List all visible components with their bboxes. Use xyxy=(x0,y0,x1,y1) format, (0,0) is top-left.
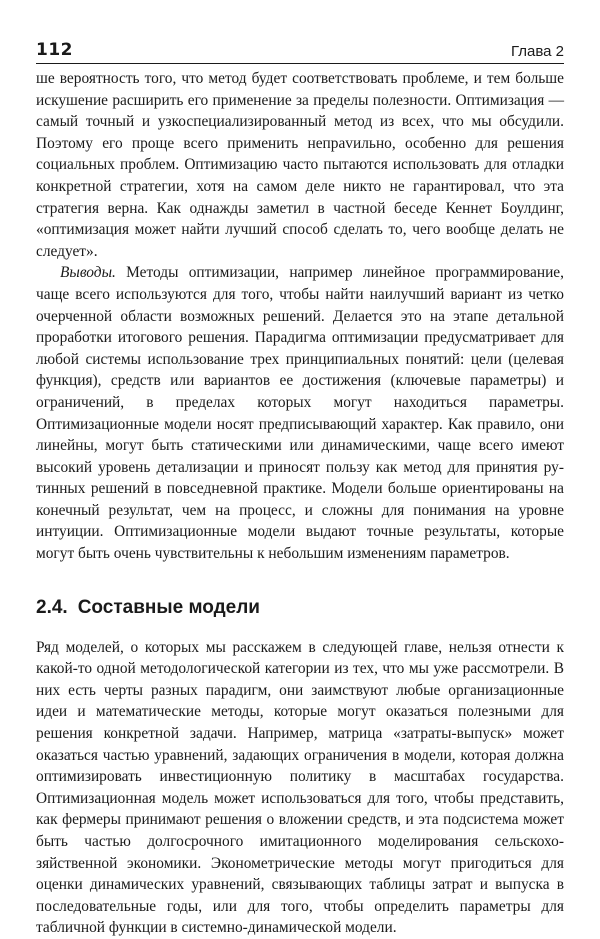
paragraph-optimization-summary: ше вероятность того, что метод будет соответствовать проблеме, и тем больше искушение расширить его применение за пределы полезности. Оптимизация — самый точный и узкоспециализированный метод из всех, что мы обсудили. Поэтому его проще всего применить непраvильно, особенно для решения социальных проблем. Оптимизацию часто пытаются использовать для отладки конкретной стратегии, хотя на самом деле никто не гарантировал, что эта стратегия верна. Как однажды заметил в частной беседе Кеннет Боулдинг, «оптимизация может найти лучший способ сделать то, чего вообще делать не следует». xyxy=(36,70,564,260)
paragraph-composite-models: Ряд моделей, о которых мы расскажем в следующей главе, нельзя отнести к какой-то одной методологической категории из тех, что мы уже рассмотрели. В них есть черты разных парадигм, они заимствуют любые организационные идеи и математические методы, которые могут оказаться полезными для решения конкретной задачи. Например, матрица «затраты-выпуск» может оказаться частью уравнений, задающих ограничения в модели, которая должна оптимизировать инвестиционную политику в масштабах государства. Оптимизационная модель может использоваться для того, чтобы представить, как фермеры принимают решения о вложении средств, и эта подсистема может быть частью долгосрочного имитационного моделирования сельскохозяйственной экономики. Эконометрические методы могут пригодиться для оценки динамических уравнений, связывающих таблицы затрат и выпуска в последовательные годы, или для того, чтобы определить параметры для табличной функции в системно-динамической модели. xyxy=(36,638,564,937)
book-page xyxy=(36,40,564,939)
conclusions-text: Методы оптимизации, например линейное программирование, чаще всего используются для того, чтобы найти наилучший вариант из четко очерченной области возможных решений. Делается это на этапе детальной проработки итогового решения. Парадигма оптимизации предусматривает для любой системы использование трех принципиальных понятий: цели (целевая функция), средств или вариантов ее достижения (ключевые параметры) и ограничений, в пределах которых могут находиться параметры. Оптимизационные модели носят предписывающий характер. Как правило, они линейны, могут быть статическими или динамическими, чаще всего имеют высокий уровень детализации и приносят пользу как метод для принятия рутинных решений в повседневной практике. Модели больше ориентированы на конечный результат, чем на процесс, и сложны для понимания на уровне интуиции. Оптимизационные модели выдают точные результаты, которые могут быть очень чувствительны к небольшим изменениям параметров. xyxy=(36,264,564,563)
running-head xyxy=(36,40,564,64)
chapter-label: Глава 2 xyxy=(510,43,564,60)
paragraph-conclusions xyxy=(36,262,564,564)
section-number: 2.4. xyxy=(36,596,68,618)
body-text xyxy=(36,68,564,565)
conclusions-lead: Выводы. xyxy=(60,264,116,282)
section-heading xyxy=(36,597,564,619)
page-number: 112 xyxy=(36,40,73,60)
section-body xyxy=(36,637,564,939)
section-title: Составные модели xyxy=(77,596,260,618)
